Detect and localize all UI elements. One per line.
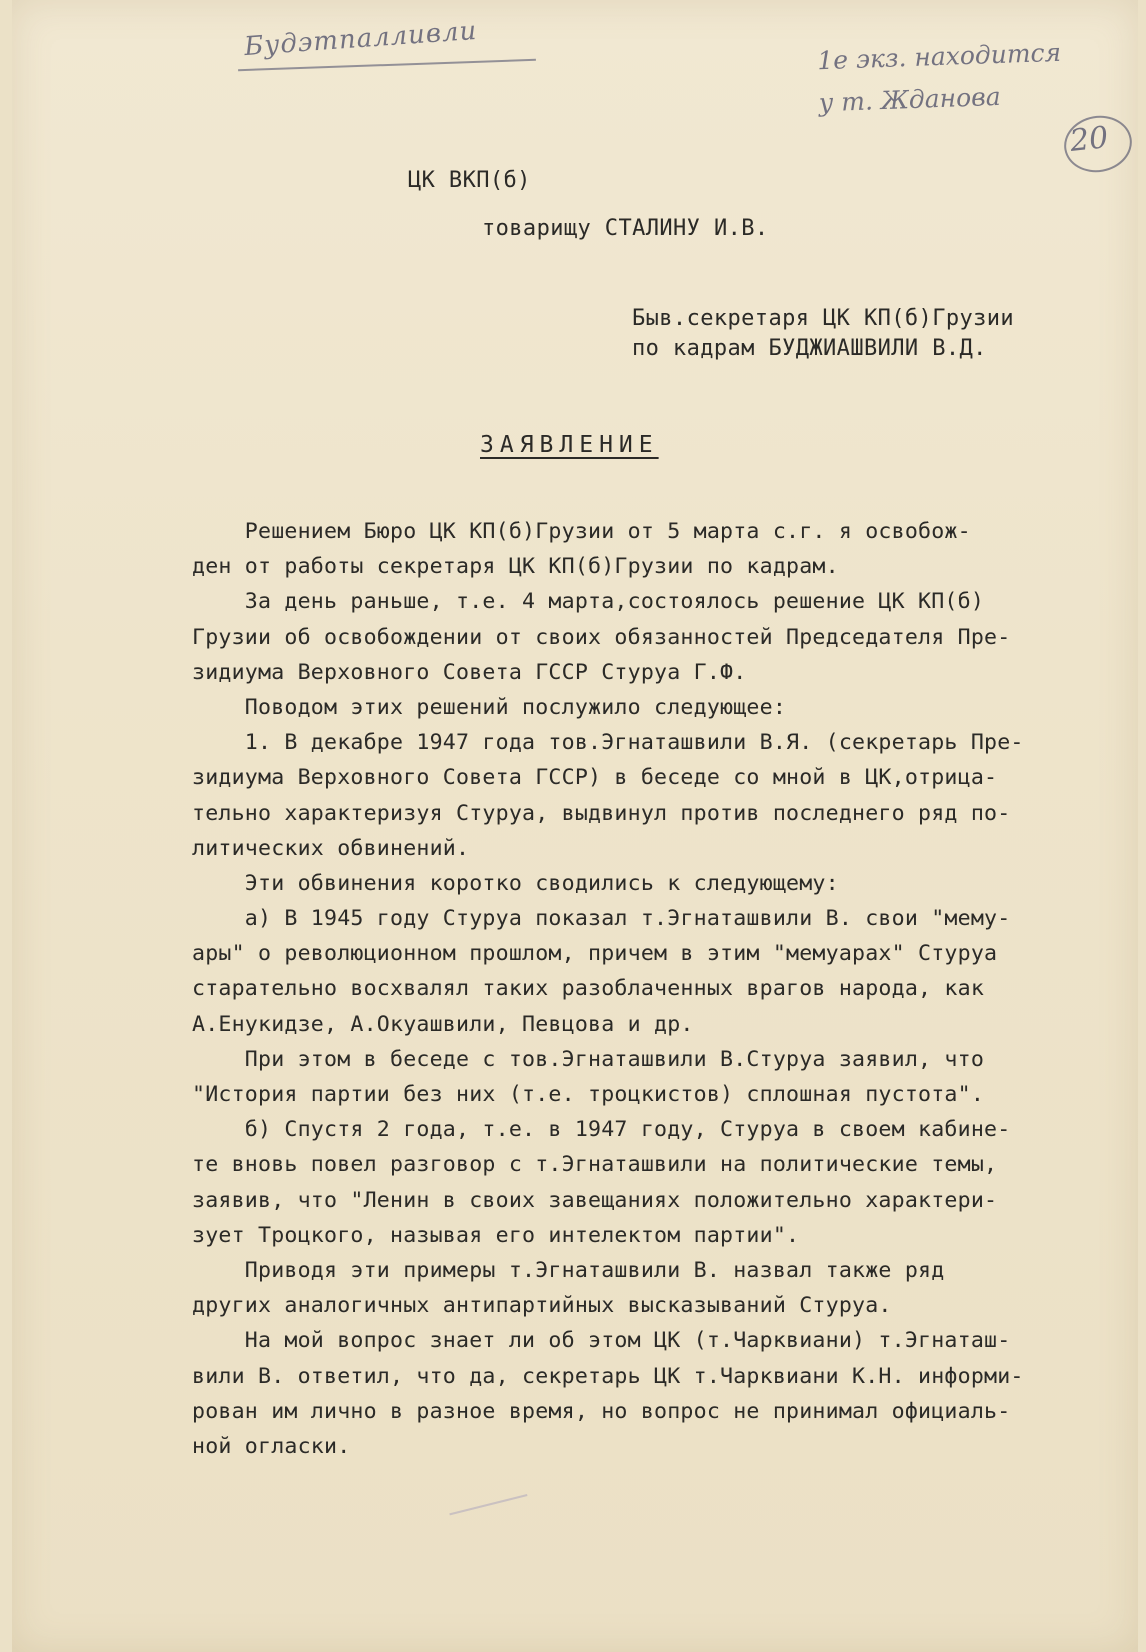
- body-line: ден от работы секретаря ЦК КП(б)Грузии по кадрам.: [192, 554, 839, 580]
- body-line: вили В. ответил, что да, секретарь ЦК т.Чарквиани К.Н. информи-: [192, 1363, 1024, 1389]
- body-line: б) Спустя 2 года, т.е. в 1947 году, Стуруа в своем кабине-: [192, 1117, 1011, 1143]
- document-page: [12, 0, 1138, 1652]
- body-line: литических обвинений.: [192, 835, 470, 861]
- body-line: ары" о революционном прошлом, причем в этим "мемуарах" Стуруа: [192, 941, 998, 967]
- body-line: зидиума Верховного Совета ГССР Стуруа Г.Ф.: [192, 659, 747, 685]
- handwritten-note-top-left: Будэтпалливли: [243, 15, 479, 63]
- body-line: тельно характеризуя Стуруа, выдвинул против последнего ряд по-: [192, 800, 1011, 826]
- body-line: 1. В декабре 1947 года тов.Эгнаташвили В.Я. (секретарь Пре-: [192, 730, 1024, 756]
- body-line: зидиума Верховного Совета ГССР) в беседе со мной в ЦК,отрица-: [192, 765, 998, 791]
- addressee-line-1: ЦК ВКП(б): [408, 168, 531, 193]
- body-line: те вновь повел разговор с т.Эгнаташвили на политические темы,: [192, 1152, 998, 1178]
- body-line: Решением Бюро ЦК КП(б)Грузии от 5 марта с.г. я освобож-: [192, 519, 971, 544]
- body-line: На мой вопрос знает ли об этом ЦК (т.Чарквиани) т.Эгнаташ-: [192, 1328, 1011, 1354]
- body-line: ной огласки.: [192, 1433, 351, 1459]
- ink-mark: [445, 1475, 528, 1516]
- body-line: Грузии об освобождении от своих обязанностей Председателя Пре-: [192, 624, 1011, 650]
- body-line: "История партии без них (т.е. троцкистов) сплошная пустота".: [192, 1082, 985, 1107]
- handwritten-note-top-right: 1е экз. находится у т. Жданова: [816, 37, 1062, 118]
- body-line: заявив, что "Ленин в своих завещаниях положительно характери-: [192, 1187, 998, 1213]
- handwritten-underline: [238, 59, 536, 71]
- body-line: Приводя эти примеры т.Эгнаташвили В. назвал также ряд: [192, 1257, 945, 1283]
- sender-line-2: по кадрам БУДЖИАШВИЛИ В.Д.: [632, 336, 987, 361]
- body-line: старательно восхвалял таких разоблаченных врагов народа, как: [192, 976, 985, 1002]
- addressee-line-2: товарищу СТАЛИНУ И.В.: [482, 216, 769, 241]
- body-line: других аналогичных антипартийных высказываний Стуруа.: [192, 1293, 892, 1319]
- body-line: При этом в беседе с тов.Эгнаташвили В.Стуруа заявил, что: [192, 1046, 985, 1072]
- body-line: а) В 1945 году Стуруа показал т.Эгнаташвили В. свои "мему-: [192, 906, 1011, 932]
- body-line: За день раньше, т.е. 4 марта,состоялось решение ЦК КП(б): [192, 589, 985, 615]
- document-body: [192, 514, 1112, 1464]
- body-line: А.Енукидзе, А.Окуашвили, Певцова и др.: [192, 1011, 694, 1037]
- body-line: зует Троцкого, называя его интелектом партии".: [192, 1222, 800, 1248]
- page-number: 20: [1068, 120, 1110, 159]
- body-line: рован им лично в разное время, но вопрос не принимал официаль-: [192, 1398, 1011, 1424]
- body-line: Эти обвинения коротко сводились к следующему:: [192, 870, 839, 896]
- document-title: ЗАЯВЛЕНИЕ: [480, 432, 659, 458]
- body-line: Поводом этих решений послужило следующее:: [192, 694, 787, 720]
- sender-line-1: Быв.секретаря ЦК КП(б)Грузии: [632, 306, 1015, 331]
